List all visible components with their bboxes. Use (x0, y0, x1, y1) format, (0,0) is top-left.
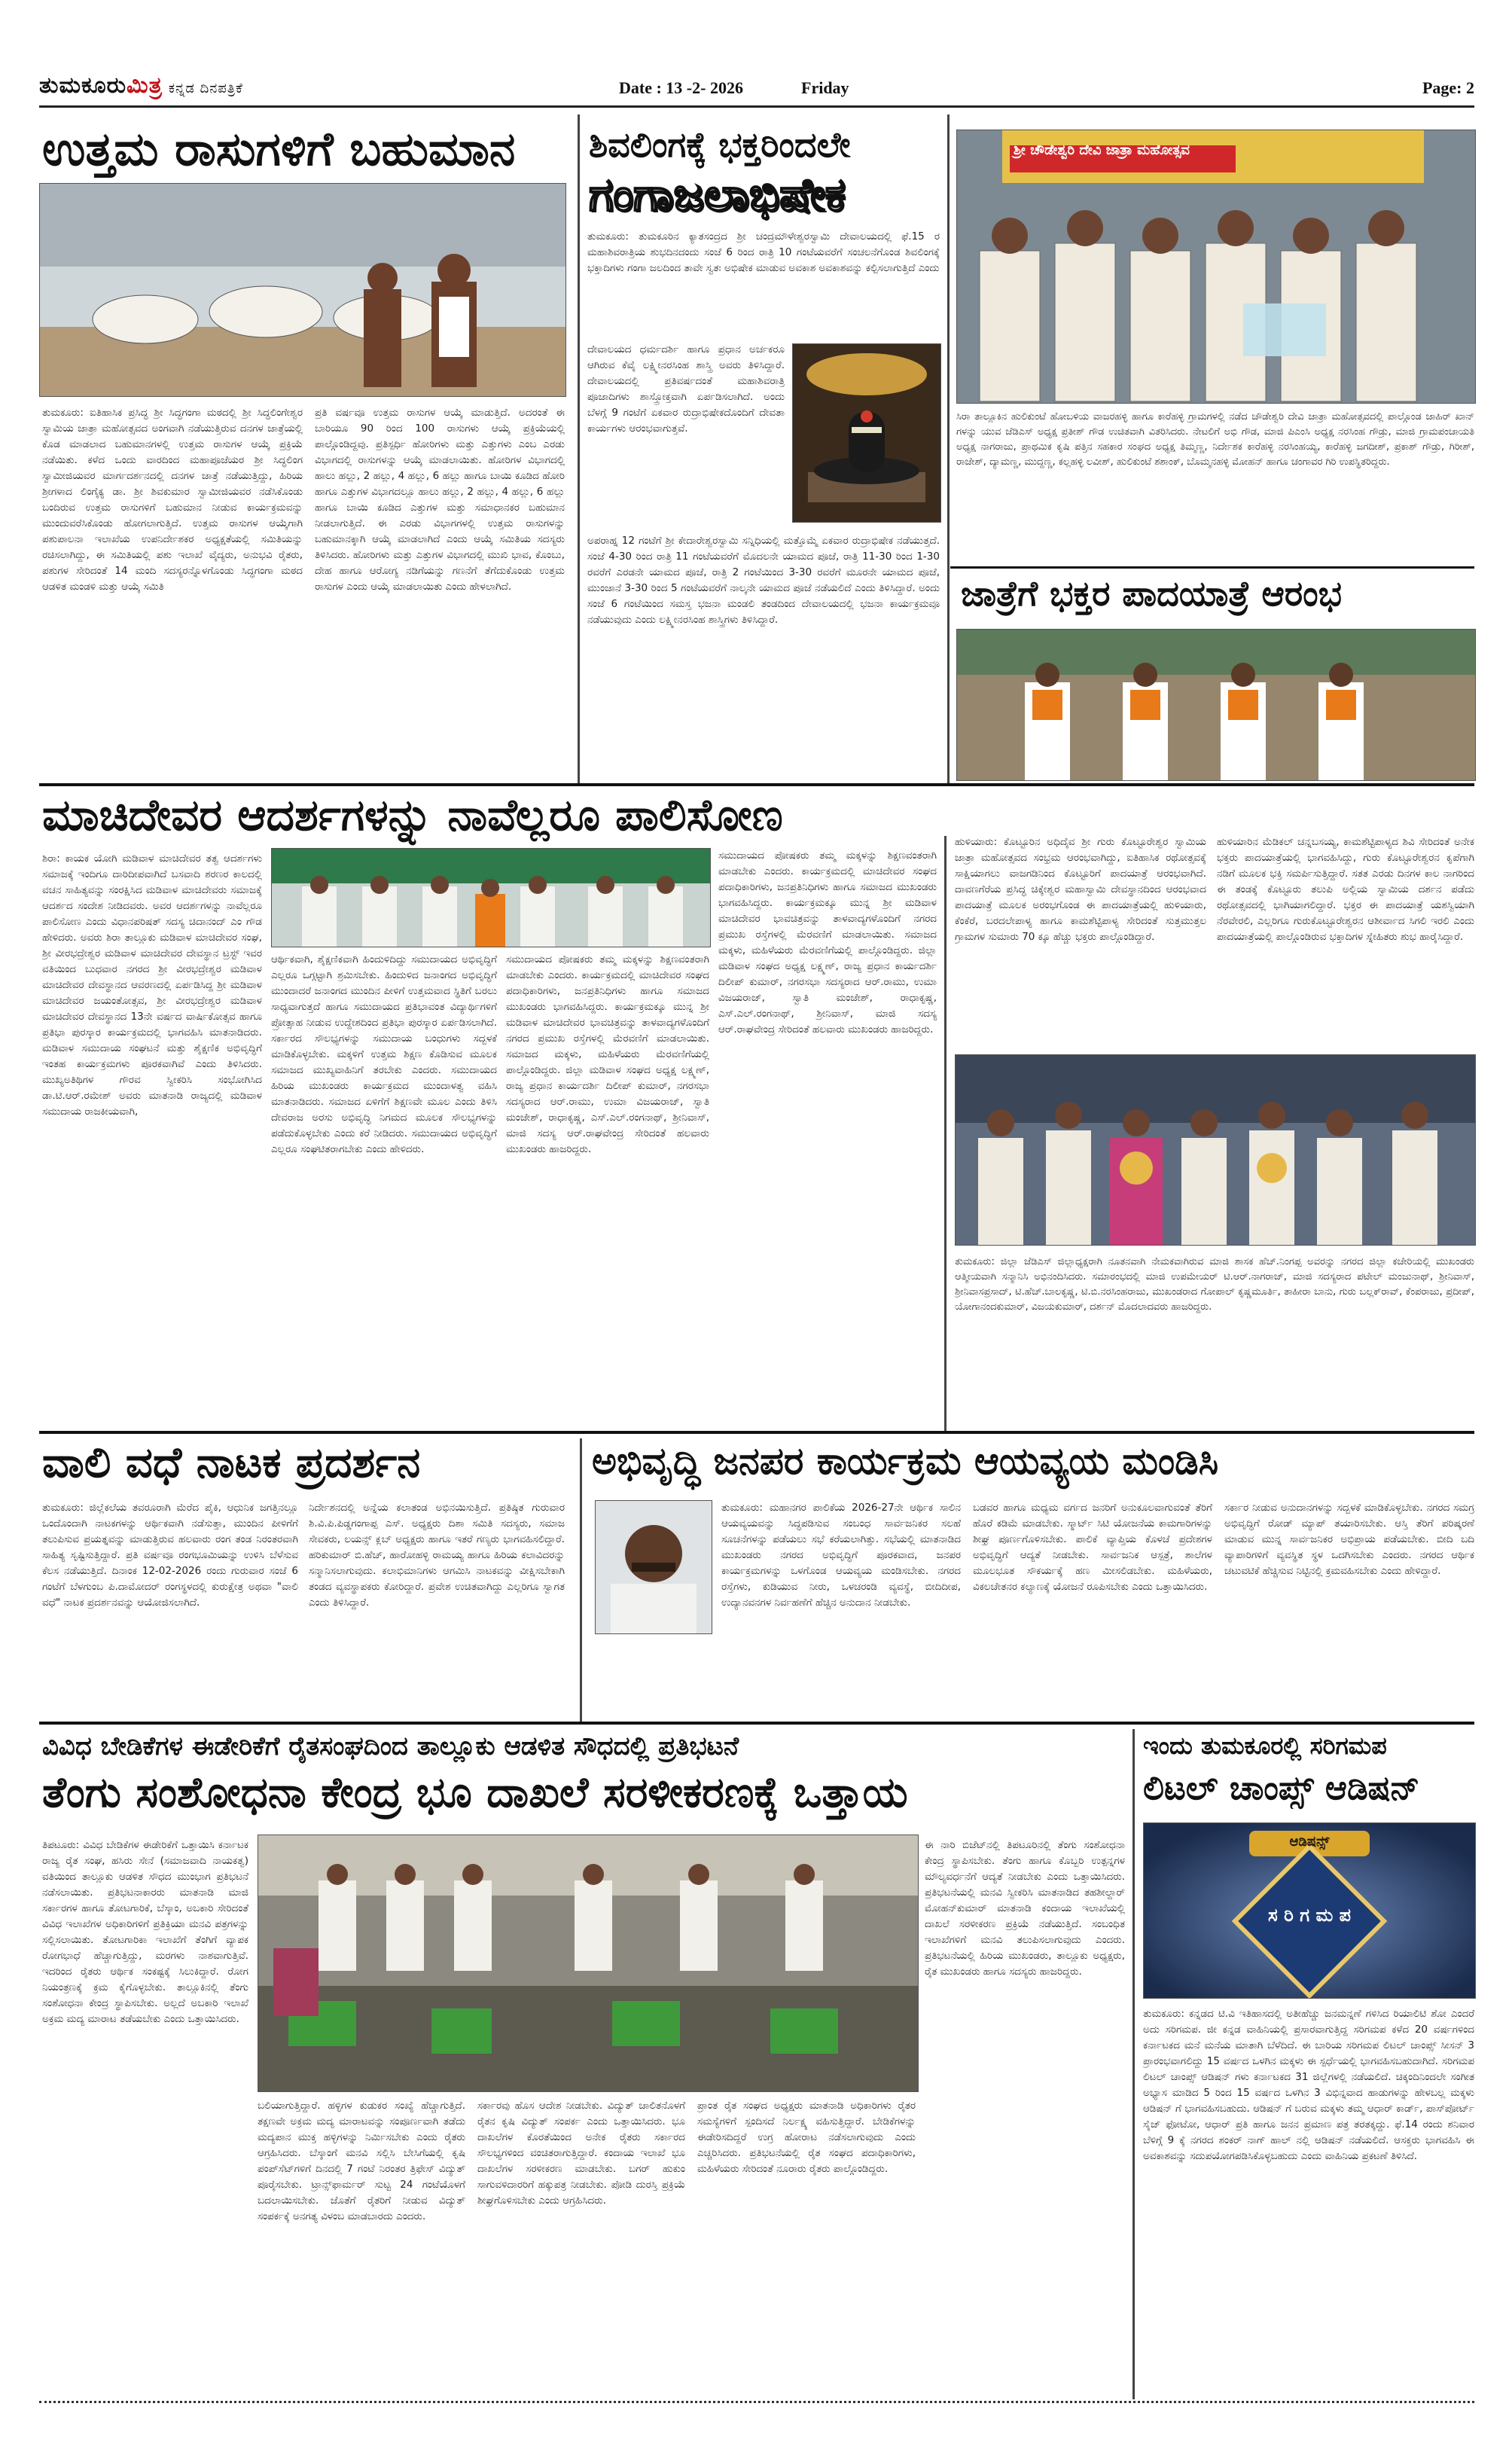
newspaper-logo (39, 72, 243, 99)
logo-subtitle: ಕನ್ನಡ ದಿನಪತ್ರಿಕೆ (168, 81, 243, 96)
masthead (39, 72, 1474, 104)
article-padayatre-col1: ಹುಳಿಯಾರು: ಕೊಟ್ಟೂರಿನ ಅಧಿದೈವ ಶ್ರೀ ಗುರು ಕೊಟ್ಟೂರೇಶ್ವರ ಸ್ವಾಮಿಯ ಜಾತ್ರಾ ಮಹೋತ್ಸವದ ಸಂಭ್ರಮ ಆರಂಭವಾಗಿದ್ದು, ಐತಿಹಾಸಿಕ ರಥೋತ್ಸವಕ್ಕೆ ಸಾಕ್ಷಿಯಾಗಲು ವಾಜಗಡಿನಿಂದ ಕೊಟ್ಟೂರಿಗೆ ಪಾದಯಾತ್ರೆ ಆರಂಭವಾಗಿದೆ. ದಾವಣಗೆರೆಯ ಪ್ರಸಿದ್ಧ ಚಿಕ್ಕೇಶ್ವರ ಮಹಾಸ್ವಾಮಿ ದೇವಸ್ಥಾನದಿಂದ ಆರಂಭವಾದ ಪಾದಯಾತ್ರೆ ಮೂಲಕ ಅರಂಭಗೊಂಡ ಈ ಪಾದಯಾತ್ರೆಯಲ್ಲಿ ಹುಳಿಯಾರು, ಕೆಂಕೆರೆ, ಬರದಲೇಪಾಳ್ಯ ಹಾಗೂ ಕಾಮಶೆಟ್ಟಿಪಾಳ್ಯ ಸೇರಿದಂತೆ ಸುತ್ತಮುತ್ತಲ ಗ್ರಾಮಗಳ ಸುಮಾರು 70 ಕ್ಕೂ ಹೆಚ್ಚು ಭಕ್ತರು ಪಾಲ್ಗೊಂಡಿದ್ದಾರೆ. (955, 836, 1206, 943)
article-coconut-col4: ಪ್ರಾಂತ ರೈತ ಸಂಘದ ಅಧ್ಯಕ್ಷರು ಮಾತನಾಡಿ ಅಧಿಕಾರಿಗಳು ರೈತರ ಸಮಸ್ಯೆಗಳಿಗೆ ಸ್ಪಂದಿಸದೆ ನಿರ್ಲಕ್ಷ್ಯ ವಹಿಸುತ್ತಿದ್ದಾರೆ. ಬೇಡಿಕೆಗಳನ್ನು ಈಡೇರಿಸದಿದ್ದರೆ ಉಗ್ರ ಹೋರಾಟ ನಡೆಸಲಾಗುವುದು ಎಂದು ಎಚ್ಚರಿಸಿದರು. ಪ್ರತಿಭಟನೆಯಲ್ಲಿ ರೈತ ಸಂಘದ ಪದಾಧಿಕಾರಿಗಳು, ಮಹಿಳೆಯರು ಸೇರಿದಂತೆ ನೂರಾರು ರೈತರು ಪಾಲ್ಗೊಂಡಿದ್ದರು. (697, 2100, 916, 2175)
issue-date: Date : 13 -2- 2026 (619, 78, 743, 97)
article-vali-col2: ನಿರ್ದೇಶನದಲ್ಲಿ ಅನ್ನೆಯ ಕಲಾತಂಡ ಅಭಿನಯಿಸುತ್ತಿದೆ. ಪ್ರತಿಷ್ಠಿತ ಗುರುವಾರ ಶಿ.ವಿ.ಪಿ.ಪಿಡ್ಡಗಂಗಾಪ್ಪ ಎಸ್. ಅಧ್ಯಕ್ಷರು ದಿಶಾ ಸಮಿತಿ ಸದಸ್ಯರು, ಸಮಾಜ ಸೇವಕರು, ಲಯನ್ಸ್ ಕ್ಲಬ್ ಅಧ್ಯಕ್ಷರು ಹಾಗೂ ಇತರೆ ಗಣ್ಯರು ಭಾಗವಹಿಸಲಿದ್ದಾರೆ. ಹರಿಕುಮಾರ್ ಬಿ.ಹೆಚ್, ಹಾರೋಹಳ್ಳಿ ರಾಮಯ್ಯ ಹಾಗೂ ಹಿರಿಯ ಕಲಾವಿದರನ್ನು ಸನ್ಮಾನಿಸಲಾಗುವುದು. ಕಲಾಭಿಮಾನಿಗಳು ಆಗಮಿಸಿ ನಾಟಕವನ್ನು ವೀಕ್ಷಿಸಬೇಕಾಗಿ ತಂಡದ ವ್ಯವಸ್ಥಾಪಕರು ಕೋರಿದ್ದಾರೆ. ಪ್ರವೇಶ ಉಚಿತವಾಗಿದ್ದು ಎಲ್ಲರಿಗೂ ಸ್ವಾಗತ ಎಂದು ತಿಳಿಸಿದ್ದಾರೆ. (309, 1502, 565, 1609)
column-divider (578, 114, 580, 783)
headline-sarigamapa-line2: ಲಿಟಲ್ ಚಾಂಪ್ಸ್ ಆಡಿಷನ್ (1143, 1769, 1420, 1807)
headline-machideva: ಮಾಚಿದೇವರ ಆದರ್ಶಗಳನ್ನು ನಾವೆಲ್ಲರೂ ಪಾಲಿಸೋಣ (42, 789, 783, 840)
article-shivalinga-colB: ಅಪರಾಹ್ನ 12 ಗಂಟೆಗೆ ಶ್ರೀ ಕೇದಾರೇಶ್ವರಸ್ವಾಮಿ ಸನ್ನಿಧಿಯಲ್ಲಿ ಮತ್ತೊಮ್ಮೆ ಏಕವಾರ ರುದ್ರಾಭಿಷೇಕ ನಡೆಯುತ್ತದೆ. ಸಂಜೆ 4-30 ರಿಂದ ರಾತ್ರಿ 11 ಗಂಟೆಯವರೆಗೆ ಮೊದಲನೇ ಯಾಮದ ಪೂಜೆ, ರಾತ್ರಿ 11-30 ರಿಂದ 1-30 ರವರೆಗೆ ಎರಡನೇ ಯಾಮದ ಪೂಜೆ, ರಾತ್ರಿ 2 ಗಂಟೆಯಿಂದ 3-30 ರವರೆಗೆ ಮೂರನೇ ಯಾಮದ ಪೂಜೆ, ಮುಂಜಾನೆ 3-30 ರಿಂದ 5 ಗಂಟೆಯವರೆಗೆ ನಾಲ್ಕನೇ ಯಾಮದ ಪೂಜೆ ನಡೆಯಲಿದೆ ಎಂದು ತಿಳಿಸಿದ್ದಾರೆ. ಅಂದು ಸಂಜೆ 6 ಗಂಟೆಯಿಂದ ಸಮಸ್ತ ಭಜನಾ ಮಂಡಲಿ ತಂಡದಿಂದ ದೇವಾಲಯದಲ್ಲಿ ಭಜನಾ ಕಾರ್ಯಕ್ರಮವೂ ನಡೆಯುವುದು ಎಂದು ಲಕ್ಷ್ಮೀನರಸಿಂಹ ಶಾಸ್ತ್ರಿಗಳು ತಿಳಿಸಿದ್ದಾರೆ. (587, 535, 940, 626)
headline-cattle-prizes: ಉತ್ತಮ ರಾಸುಗಳಿಗೆ ಬಹುಮಾನ (42, 121, 516, 176)
poster-sarigamapa (1143, 1822, 1476, 1999)
photo-cattle-fair (39, 183, 566, 397)
photo-banner-text: ಶ್ರೀ ಚೌಡೇಶ್ವರಿ ದೇವಿ ಜಾತ್ರಾ ಮಹೋತ್ಸವ (1014, 142, 1190, 158)
article-padayatre-col2: ಹುಳಿಯಾರಿನ ಮೆಡಿಕಲ್ ಚನ್ನಬಸಯ್ಯ, ಕಾಮಶೆಟ್ಟಿಪಾಳ್ಯದ ಶಿವಿ ಸೇರಿದಂತೆ ಅನೇಕ ಭಕ್ತರು ಪಾದಯಾತ್ರೆಯಲ್ಲಿ ಭಾಗವಹಿಸಿದ್ದು, ಗುರು ಕೊಟ್ಟೂರೇಶ್ವರನ ಕೃಪೆಗಾಗಿ ನಡಿಗೆ ಮೂಲಕ ಭಕ್ತಿ ಸಮರ್ಪಿಸುತ್ತಿದ್ದಾರೆ. ಸತತ ಎರಡು ದಿನಗಳ ಕಾಲ ನಾಗರಿಂದ ಈ ತಂಡಕ್ಕೆ ಕೊಟ್ಟೂರು ತಲುಪಿ ಅಲ್ಲಿಯ ಸ್ವಾಮಿಯ ದರ್ಶನ ಪಡೆದು ರಥೋತ್ಸವದಲ್ಲಿ ಭಾಗಿಯಾಗಲಿದ್ದಾರೆ. ಭಕ್ತರ ಈ ಪಾದಯಾತ್ರೆ ಯಶಸ್ವಿಯಾಗಿ ನೆರವೇರಲಿ, ಎಲ್ಲರಿಗೂ ಗುರುಕೊಟ್ಟೂರೇಶ್ವರನ ಆಶೀರ್ವಾದ ಸಿಗಲಿ ಇರಲಿ ಎಂದು ಪಾದಯಾತ್ರೆಯಲ್ಲಿ ಪಾಲ್ಗೊಂಡಿರುವ ಭಕ್ತಾದಿಗಳ ಸ್ನೇಹಿತರು ಶುಭ ಹಾರೈಸಿದ್ದಾರೆ. (1217, 836, 1474, 943)
column-divider (947, 114, 950, 783)
footer-rule (39, 2401, 1474, 2403)
headline-padayatre: ಜಾತ್ರೆಗೆ ಭಕ್ತರ ಪಾದಯಾತ್ರೆ ಆರಂಭ (961, 573, 1343, 614)
article-coconut-col1: ತಿಪಟೂರು: ವಿವಿಧ ಬೇಡಿಕೆಗಳ ಈಡೇರಿಕೆಗೆ ಒತ್ತಾಯಿಸಿ ಕರ್ನಾಟಕ ರಾಜ್ಯ ರೈತ ಸಂಘ, ಹಸಿರು ಸೇನೆ (ಸಮಾಜವಾದಿ ನಾಯಕತ್ವ) ವತಿಯಿಂದ ತಾಲ್ಲೂಕು ಆಡಳಿತ ಸೌಧದ ಮುಂಭಾಗ ಪ್ರತಿಭಟನೆ ನಡೆಸಲಾಯಿತು. ಪ್ರತಿಭಟನಾಕಾರರು ಮಾತನಾಡಿ ಮಾಜಿ ಸರ್ಕಾರಗಳ ಹಾಗೂ ತೋಟಗಾರಿಕೆ, ಬೆಸ್ಕಾಂ, ಅಬಕಾರಿ ಸೇರಿದಂತೆ ವಿವಿಧ ಇಲಾಖೆಗಳ ಅಧಿಕಾರಿಗಳಿಗೆ ಪ್ರತಿಕ್ರಿಯಾ ಮನವಿ ಪತ್ರಗಳನ್ನು ಸಲ್ಲಿಸಲಾಯಿತು. ತೋಟಗಾರಿಕಾ ಇಲಾಖೆಗೆ ತೆಂಗಿಗೆ ವ್ಯಾಪಕ ರೋಗಭಾಧೆ ಹೆಚ್ಚಾಗುತ್ತಿದ್ದು, ಮರಗಳು ನಾಶವಾಗುತ್ತಿವೆ. ಇದರಿಂದ ರೈತರು ಆರ್ಥಿಕ ಸಂಕಷ್ಟಕ್ಕೆ ಸಿಲುಕಿದ್ದಾರೆ. ರೋಗ ನಿಯಂತ್ರಣಕ್ಕೆ ಕ್ರಮ ಕೈಗೊಳ್ಳಬೇಕು. ತಾಲ್ಲೂಕಿನಲ್ಲಿ ತೆಂಗು ಸಂಶೋಧನಾ ಕೇಂದ್ರ ಸ್ಥಾಪಿಸಬೇಕು. ಅಲ್ಲದೆ ಅಬಕಾರಿ ಇಲಾಖೆ ಅಕ್ರಮ ಮದ್ಯ ಮಾರಾಟ ತಡೆಯಬೇಕು ಎಂದು ಒತ್ತಾಯಿಸಿದರು. (42, 1839, 248, 2025)
column-divider (944, 836, 947, 1431)
logo-text-b: ಮಿತ್ರ (127, 72, 163, 99)
kicker-coconut-protest: ವಿವಿಧ ಬೇಡಿಕೆಗಳ ಈಡೇರಿಕೆಗೆ ರೈತಸಂಘದಿಂದ ತಾಲ್ಲೂಕು ಆಡಳಿತ ಸೌಧದಲ್ಲಿ ಪ್ರತಿಭಟನೆ (42, 1731, 739, 1761)
article-cattle-col2: ಪ್ರತಿ ವರ್ಷವೂ ಉತ್ತಮ ರಾಸುಗಳ ಆಯ್ಕೆ ಮಾಡುತ್ತಿದೆ. ಅದರಂತೆ ಈ ಬಾರಿಯೂ 90 ರಿಂದ 100 ರಾಸುಗಳು ಆಯ್ಕೆ ಪ್ರಕ್ರಿಯೆಯಲ್ಲಿ ಪಾಲ್ಗೊಂಡಿದ್ದವು. ಪ್ರತಿಸ್ಪರ್ಧಿ ಹೋರಿಗಳು ಮತ್ತು ಎತ್ತುಗಳು ಎಂಬ ಎರಡು ವಿಭಾಗದಲ್ಲಿ ರಾಸುಗಳನ್ನು ಆಯ್ಕೆ ಮಾಡಲಾಯಿತು. ಹೋರಿಗಳ ವಿಭಾಗದಲ್ಲಿ ಹಾಲು ಹಲ್ಲು, 2 ಹಲ್ಲು, 4 ಹಲ್ಲು, 6 ಹಲ್ಲು ಹಾಗೂ ಬಾಯಿ ಕೂಡಿದ ಹೋರಿ ಹಾಗೂ ಎತ್ತುಗಳ ವಿಭಾಗದಲ್ಲೂ ಹಾಲು ಹಲ್ಲು, 2 ಹಲ್ಲು, 4 ಹಲ್ಲು, 6 ಹಲ್ಲು ಹಾಗೂ ಬಾಯಿ ಕೂಡಿದ ಎತ್ತುಗಳ ಮತ್ತು ಸಮಾಧಾನಕರ ಬಹುಮಾನ ನೀಡಲಾಗುತ್ತಿದೆ. ಈ ಎರಡು ವಿಭಾಗಗಳಲ್ಲಿ ಉತ್ತಮ ರಾಸುಗಳನ್ನು ಬಹುಮಾನಕ್ಕಾಗಿ ಆಯ್ಕೆ ಮಾಡಲಾಗಿದೆ ಎಂದು ಆಯ್ಕೆ ಸಮಿತಿಯ ಸದಸ್ಯರು ತಿಳಿಸಿದರು. ಹೋರಿಗಳು ಮತ್ತು ಎತ್ತುಗಳ ವಿಭಾಗದಲ್ಲಿ ಮುಖಿ ಭಾವ, ಕೊಂಬು, ದೇಹ ಹಾಗೂ ಆರೋಗ್ಯ ನಡಿಗೆಯನ್ನು ಗಣನೆಗೆ ತೆಗೆದುಕೊಂಡು ಉತ್ತಮ ರಾಸುಗಳ ಎಂದು ಆಯ್ಕೆ ಮಾಡಲಾಯಿತು ಎಂದು ಹೇಳಲಾಗಿದೆ. (315, 407, 565, 593)
logo-text-a: ತುಮಕೂರು (39, 72, 127, 99)
article-budget-col3: ಸರ್ಕಾರ ನೀಡುವ ಅನುದಾನಗಳನ್ನು ಸದ್ಬಳಕೆ ಮಾಡಿಕೊಳ್ಳಬೇಕು. ನಗರದ ಸಮಗ್ರ ಅಭಿವೃದ್ಧಿಗೆ ರೋಡ್ ಮ್ಯಾಪ್ ತಯಾರಿಸಬೇಕು. ಆಸ್ತಿ ತೆರಿಗೆ ಪರಿಷ್ಕರಣೆ ಮಾಡುವ ಮುನ್ನ ಸಾರ್ವಜನಿಕರ ಅಭಿಪ್ರಾಯ ಪಡೆಯಬೇಕು. ಬೀದಿ ಬದಿ ವ್ಯಾಪಾರಿಗಳಿಗೆ ವ್ಯವಸ್ಥಿತ ಸ್ಥಳ ಒದಗಿಸಬೇಕು ಎಂದರು. ನಗರದ ಆರ್ಥಿಕ ಚಟುವಟಿಕೆ ಹೆಚ್ಚಿಸುವ ನಿಟ್ಟಿನಲ್ಲಿ ಕ್ರಮವಹಿಸಬೇಕು ಎಂದು ಹೇಳಿದ್ದಾರೆ. (1224, 1502, 1474, 1577)
column-divider (580, 1438, 582, 1722)
article-machideva-col2: ಆರ್ಥಿಕವಾಗಿ, ಶೈಕ್ಷಣಿಕವಾಗಿ ಹಿಂದುಳಿದಿದ್ದು ಸಮುದಾಯದ ಅಭಿವೃದ್ಧಿಗೆ ಎಲ್ಲರೂ ಒಗ್ಗಟ್ಟಾಗಿ ಶ್ರಮಿಸಬೇಕು. ಹಿಂದುಳಿದ ಜನಾಂಗದ ಅಭಿವೃದ್ಧಿಗೆ ಮುಂದಾದರೆ ಜನಾಂಗದ ಮುಂದಿನ ಪೀಳಿಗೆ ಉತ್ತಮವಾದ ಸ್ಥಿತಿಗೆ ಬರಲು ಸಾಧ್ಯವಾಗುತ್ತದೆ ಹಾಗೂ ಸಮುದಾಯದ ಪ್ರತಿಭಾವಂತ ವಿದ್ಯಾರ್ಥಿಗಳಿಗೆ ಪ್ರೋತ್ಸಾಹ ನೀಡುವ ಉದ್ದೇಶದಿಂದ ಪ್ರತಿಭಾ ಪುರಸ್ಕಾರ ಏರ್ಪಡಿಸಲಾಗಿದೆ. ಸರ್ಕಾರದ ಸೌಲಭ್ಯಗಳನ್ನು ಸಮುದಾಯ ಬಂಧುಗಳು ಸದ್ಬಳಕೆ ಮಾಡಿಕೊಳ್ಳಬೇಕು. ಮಕ್ಕಳಿಗೆ ಉತ್ತಮ ಶಿಕ್ಷಣ ಕೊಡಿಸುವ ಮೂಲಕ ಸಮಾಜದ ಮುಖ್ಯವಾಹಿನಿಗೆ ತರಬೇಕು ಎಂದರು. ಸಮುದಾಯದ ಹಿರಿಯ ಮುಖಂಡರು ಕಾರ್ಯಕ್ರಮದ ಮುಂದಾಳತ್ವ ವಹಿಸಿ ಮಾತನಾಡಿದರು. ಸಮಾಜದ ಏಳಿಗೆಗೆ ಶಿಕ್ಷಣವೇ ಮೂಲ ಎಂದು ತಿಳಿಸಿ ದೇವರಾಜ ಅರಸು ಅಭಿವೃದ್ಧಿ ನಿಗಮದ ಮೂಲಕ ಸೌಲಭ್ಯಗಳನ್ನು ಪಡೆದುಕೊಳ್ಳಬೇಕು ಎಂದು ಕರೆ ನೀಡಿದರು. ಸಮುದಾಯದ ಅಭಿವೃದ್ಧಿಗೆ ಎಲ್ಲರೂ ಸಂಘಟಿತರಾಗಬೇಕು ಎಂದು ಹೇಳಿದರು. (271, 953, 497, 1155)
poster-title: ಸ ರಿ ಗ ಮ ಪ (1267, 1905, 1352, 1926)
issue-day: Friday (801, 78, 849, 97)
caption-jds-felicitation: ತುಮಕೂರು: ಜಿಲ್ಲಾ ಜೆಡಿಎಸ್ ಜಿಲ್ಲಾಧ್ಯಕ್ಷರಾಗಿ ನೂತನವಾಗಿ ನೇಮಕವಾಗಿರುವ ಮಾಜಿ ಶಾಸಕ ಹೆಚ್.ನಿಂಗಪ್ಪ ಅವರನ್ನು ನಗರದ ಜಿಲ್ಲಾ ಕಚೇರಿಯಲ್ಲಿ ಮುಖಂಡರು ಆತ್ಮೀಯವಾಗಿ ಸನ್ಮಾನಿಸಿ ಅಭಿನಂದಿಸಿದರು. ಸಮಾರಂಭದಲ್ಲಿ ಮಾಜಿ ಉಪಮೇಯರ್ ಟಿ.ಆರ್.ನಾಗರಾಜ್, ಮಾಜಿ ಸದಸ್ಯರಾದ ಪಟೇಲ್ ಮಂಜುನಾಥ್, ಶ್ರೀನಿವಾಸ್, ಶ್ರೀನಿವಾಸಪ್ರಸಾದ್, ಟಿ.ಹೆಚ್.ಬಾಲಕೃಷ್ಣ, ಟಿ.ಬಿ.ನರಸಿಂಹರಾಜು, ಮುಖಂಡರಾದ ಗೋಪಾಲ್ ಕೃಷ್ಣಮೂರ್ತಿ, ತಾಹೀರಾ ಬಾನು, ಗುರು ಬಲ್ಲಕ್‌ರಾವ್, ಕೆಂಪರಾಜು, ಪ್ರದೀಪ್, ಯೋಗಾನಂದಕುಮಾರ್, ವಿಜಯಕುಮಾರ್, ದರ್ಶನ್ ಮೊದಲಾದವರು ಹಾಜರಿದ್ದರು. (955, 1256, 1474, 1313)
photo-machideva-event (271, 848, 711, 947)
photo-padayatre (956, 629, 1476, 781)
masthead-rule (39, 105, 1474, 108)
section-rule (950, 566, 1474, 569)
article-coconut-col5: ಈ ನಾರಿ ಬಿಜೆಟ್‌ನಲ್ಲಿ ತಿಪಟೂರಿನಲ್ಲಿ ತೆಂಗು ಸಂಶೋಧನಾ ಕೇಂದ್ರ ಸ್ಥಾಪಿಸಬೇಕು. ತೆಂಗು ಹಾಗೂ ಕೊಬ್ಬರಿ ಉತ್ಪನ್ನಗಳ ಮೌಲ್ಯವರ್ಧನೆಗೆ ಆದ್ಯತೆ ನೀಡಬೇಕು ಎಂದು ಒತ್ತಾಯಿಸಿದರು. ಪ್ರತಿಭಟನೆಯಲ್ಲಿ ಮನವಿ ಸ್ವೀಕರಿಸಿ ಮಾತನಾಡಿದ ತಹಶೀಲ್ದಾರ್ ಮೋಹನ್‌ಕುಮಾರ್ ಮಾತನಾಡಿ ಕಂದಾಯ ಇಲಾಖೆಯಲ್ಲಿ ದಾಖಲೆ ಸರಳೀಕರಣ ಪ್ರಕ್ರಿಯೆ ನಡೆಯುತ್ತಿದೆ. ಸಂಬಂಧಿತ ಇಲಾಖೆಗಳಿಗೆ ಮನವಿ ತಲುಪಿಸಲಾಗುವುದು ಎಂದರು. ಪ್ರತಿಭಟನೆಯಲ್ಲಿ ಹಿರಿಯ ಮುಖಂಡರು, ತಾಲ್ಲೂಕು ಅಧ್ಯಕ್ಷರು, ರೈತ ಮುಖಂಡರು ಹಾಗೂ ಸದಸ್ಯರು ಹಾಜರಿದ್ದರು. (925, 1839, 1125, 1978)
photo-budget-portrait (595, 1500, 712, 1634)
caption-jatre-event: ಸಿರಾ ತಾಲ್ಲೂಕಿನ ಹುಲಿಕುಂಟೆ ಹೋಬಳಿಯ ವಾಜರಹಳ್ಳಿ ಹಾಗೂ ಕಾರೆಹಳ್ಳಿ ಗ್ರಾಮಗಳಲ್ಲಿ ನಡೆದ ಚೌಡೇಶ್ವರಿ ದೇವಿ ಜಾತ್ರಾ ಮಹೋತ್ಸವದಲ್ಲಿ ಪಾಲ್ಗೊಂಡ ಜಾಹಿರ್ ಖಾನ್ ಗಳನ್ನು ಯುವ ಜೆಡಿಎಸ್ ಅಧ್ಯಕ್ಷ ಪ್ರತೀಶ್ ಗೌಡ ಉಚಿತವಾಗಿ ವಿತರಿಸಿದರು. ನೇಟಲಿಗೆ ಅಭಿ ಗೌಡ, ಮಾಜಿ ಪಿಎಂಸಿ ಅಧ್ಯಕ್ಷ ನರಸಿಂಹ ಗೌಡ್ರು, ಮಾಜಿ ಗ್ರಾಮಪಂಚಾಯತಿ ಅಧ್ಯಕ್ಷ ನಾಗರಾಜು, ಪ್ರಾಥಮಿಕ ಕೃಷಿ ಪತ್ತಿನ ಸಹಕಾರ ಸಂಘದ ಅಧ್ಯಕ್ಷ ತಿಮ್ಮಣ್ಣ, ನಿರ್ದೇಶಕ ಕಾರೆಹಳ್ಳಿ ನರಸಿಂಹಯ್ಯ, ಕಾರೆಹಳ್ಳಿ ಜಗದೀಶ್, ಪ್ರಕಾಶ್ ಗೌಡ್ರು, ಗಿರೀಶ್, ರಾಜೇಶ್, ದ್ಯಾಮಣ್ಣ, ಮುದ್ದಣ್ಣ, ಕಲ್ಲಹಳ್ಳಿ ಲವೀಶ್, ಹುಲಿಕುಂಟೆ ಶಶಾಂಕ್, ಬೊಮ್ಮನಹಳ್ಳಿ ಮೋಹನ್ ಹಾಗೂ ಚಂಗಾವರ ಗಿರಿ ಉಪಸ್ಥಿತರಿದ್ದರು. (956, 411, 1474, 468)
headline-sarigamapa-line1: ಇಂದು ತುಮಕೂರಲ್ಲಿ ಸರಿಗಮಪ (1143, 1731, 1387, 1760)
headline-vali-vadhe: ವಾಲಿ ವಧೆ ನಾಟಕ ಪ್ರದರ್ಶನ (42, 1438, 421, 1487)
article-shivalinga-colA: ದೇವಾಲಯದ ಧರ್ಮದರ್ಶಿ ಹಾಗೂ ಪ್ರಧಾನ ಅರ್ಚಕರೂ ಆಗಿರುವ ಕೆವೈ ಲಕ್ಷ್ಮೀನರಸಿಂಹ ಶಾಸ್ತ್ರಿ ಅವರು ತಿಳಿಸಿದ್ದಾರೆ. ದೇವಾಲಯದಲ್ಲಿ ಪ್ರತಿವರ್ಷದಂತೆ ಮಹಾಶಿವರಾತ್ರಿ ಪೂಜಾದಿಗಳು ಶಾಸ್ತ್ರೋಕ್ತವಾಗಿ ಏರ್ಪಡಿಸಲಾಗಿದೆ. ಅಂದು ಬೆಳಗ್ಗೆ 9 ಗಂಟೆಗೆ ಏಕವಾರ ರುದ್ರಾಭಿಷೇಕದೊಂದಿಗೆ ದೇವತಾ ಕಾರ್ಯಗಳು ಆರಂಭವಾಗುತ್ತವೆ. (587, 343, 785, 435)
article-machideva-col3a: ಸಮುದಾಯದ ಪೋಷಕರು ತಮ್ಮ ಮಕ್ಕಳನ್ನು ಶಿಕ್ಷಣವಂತರಾಗಿ ಮಾಡಬೇಕು ಎಂದರು. ಕಾರ್ಯಕ್ರಮದಲ್ಲಿ ಮಾಚಿದೇವರ ಸಂಘದ ಪದಾಧಿಕಾರಿಗಳು, ಜನಪ್ರತಿನಿಧಿಗಳು ಹಾಗೂ ಸಮಾಜದ ಮುಖಂಡರು ಭಾಗವಹಿಸಿದ್ದರು. ಕಾರ್ಯಕ್ರಮಕ್ಕೂ ಮುನ್ನ ಶ್ರೀ ಮಡಿವಾಳ ಮಾಚಿದೇವರ ಭಾವಚಿತ್ರವನ್ನು ತಾಳವಾದ್ಯಗಳೊಂದಿಗೆ ನಗರದ ಪ್ರಮುಖ ರಸ್ತೆಗಳಲ್ಲಿ ಮೆರವಣಿಗೆ ಮಾಡಲಾಯಿತು. ಸಮಾಜದ ಮಕ್ಕಳು, ಮಹಿಳೆಯರು ಮೆರವಣಿಗೆಯಲ್ಲಿ ಪಾಲ್ಗೊಂಡಿದ್ದರು. ಜಿಲ್ಲಾ ಮಡಿವಾಳ ಸಂಘದ ಅಧ್ಯಕ್ಷ ಲಕ್ಷ್ಮಣ್, ರಾಜ್ಯ ಪ್ರಧಾನ ಕಾರ್ಯದರ್ಶಿ ದಿಲೀಪ್ ಕುಮಾರ್, ನಗರಸಭಾ ಸದಸ್ಯರಾದ ಆರ್.ರಾಮು, ಉಮಾ ವಿಜಯರಾಜ್, ಸ್ವಾತಿ ಮಂಜೇಶ್, ರಾಧಾಕೃಷ್ಣ, ಎಸ್.ಎಲ್.ರಂಗನಾಥ್, ಶ್ರೀನಿವಾಸ್, ಮಾಜಿ ಸದಸ್ಯ ಆರ್.ರಾಘವೇಂದ್ರ ಸೇರಿದಂತೆ ಹಲವಾರು ಮುಖಂಡರು ಹಾಜರಿದ್ದರು. (506, 953, 709, 1155)
headline-budget: ಅಭಿವೃದ್ಧಿ ಜನಪರ ಕಾರ್ಯಕ್ರಮ ಆಯವ್ಯಯ ಮಂಡಿಸಿ (592, 1439, 1219, 1483)
photo-shivalinga (792, 343, 941, 523)
section-rule (39, 1431, 1474, 1434)
column-divider (1132, 1729, 1135, 2399)
article-vali-col1: ತುಮಕೂರು: ಜಿಲ್ಲೆಕಲೆಯ ತವರೂರಾಗಿ ಮೆರೆದ ಪೈಕಿ, ಆಧುನಿಕ ಜಗತ್ತಿನಲ್ಲೂ ಒಂದೊಂದಾಗಿ ನಾಟಕಗಳನ್ನು ಆರ್ಥಿಕವಾಗಿ ನಡೆಸುತ್ತಾ, ಮುಂದಿನ ಪೀಳಿಗೆಗೆ ತಲುಪಿಸುವ ಪ್ರಯತ್ನವನ್ನು ಮಾಡುತ್ತಿರುವ ಹಲವಾರು ರಂಗ ತಂಡ ನಿರಂತರವಾಗಿ ಸಾಹಿತ್ಯ ಸೃಷ್ಟಿಸುತ್ತಿದ್ದಾರೆ. ಪ್ರತಿ ವರ್ಷವೂ ರಂಗಭೂಮಿಯನ್ನು ಉಳಿಸಿ ಬೆಳೆಸುವ ಕೆಲಸ ನಡೆಯುತ್ತಿದೆ. ದಿನಾಂಕ 12-02-2026 ರಂದು ಗುರುವಾರ ಸಂಜೆ 6 ಗಂಟೆಗೆ ಬೆಳಗುಂಬ ಪಿ.ದಾಮೋದರ್ ರಂಗಸ್ಥಳದಲ್ಲಿ ಕುರುಕ್ಷೇತ್ರ ಅಥವಾ "ವಾಲಿ ವಧೆ" ನಾಟಕ ಪ್ರದರ್ಶನವನ್ನು ಆಯೋಜಿಸಲಾಗಿದೆ. (42, 1502, 298, 1609)
poster-tag: ಆಡಿಷನ್ಸ್ (1289, 1834, 1330, 1850)
article-cattle-col1: ತುಮಕೂರು: ಐತಿಹಾಸಿಕ ಪ್ರಸಿದ್ಧ ಶ್ರೀ ಸಿದ್ಧಗಂಗಾ ಮಠದಲ್ಲಿ ಶ್ರೀ ಸಿದ್ಧಲಿಂಗೇಶ್ವರ ಸ್ವಾಮಿಯ ಜಾತ್ರಾ ಮಹೋತ್ಸವದ ಅಂಗವಾಗಿ ನಡೆಯುತ್ತಿರುವ ದನಗಳ ಜಾತ್ರೆಯಲ್ಲಿ ಕೊಡ ಮಾಡಲಾದ ಬಹುಮಾನಗಳಲ್ಲಿ ಉತ್ತಮ ರಾಸುಗಳ ಆಯ್ಕೆ ಪ್ರಕ್ರಿಯೆ ನಡೆಯಿತು. ಕಳೆದ ಒಂದು ವಾರದಿಂದ ಮಹಾಪೂಜೆಯರ ಶ್ರೀ ಸಿದ್ಧಲಿಂಗ ಸ್ವಾಮೀಜಿಯವರ ಮಾರ್ಗದರ್ಶನದಲ್ಲಿ ದನಗಳ ಜಾತ್ರೆ ನಡೆಯುತ್ತಿದ್ದು, ಹಿರಿಯ ಶ್ರೀಗಳಾದ ಲಿಂಗೈಕ್ಯ ಡಾ. ಶ್ರೀ ಶಿವಕುಮಾರ ಸ್ವಾಮೀಜಿಯವರ ನಡೆಸಿಕೊಂಡು ಬಂದಿರುವ ಉತ್ತಮ ರಾಸುಗಳಿಗೆ ಬಹುಮಾನ ನೀಡುವ ಕಾರ್ಯಕ್ರಮವನ್ನು ಮುಂದುವರೆಸಿಕೊಂಡು ಹೋಗಲಾಗುತ್ತಿದೆ. ಉತ್ತಮ ರಾಸುಗಳ ಆಯ್ಕೆಗಾಗಿ ಪಶುಪಾಲನಾ ಇಲಾಖೆಯ ಉಪನಿರ್ದೇಶಕರ ಅಧ್ಯಕ್ಷತೆಯಲ್ಲಿ ಸಮಿತಿಯನ್ನು ರಚಿಸಲಾಗಿದ್ದು, ಈ ಸಮಿತಿಯಲ್ಲಿ ಪಶು ಇಲಾಖೆ ವೈದ್ಯರು, ಅನುಭವಿ ರೈತರು, ಪಶುಗಳ ಸೇರಿದಂತೆ 14 ಮಂದಿ ಸದಸ್ಯರನ್ನೊಳಗೊಂಡು ಸಿದ್ಧಗಂಗಾ ಮಠದ ಆಡಳಿತ ಮಂಡಳಿ ಮತ್ತು ಆಯ್ಕೆ ಸಮಿತಿ (42, 407, 303, 593)
photo-jds-felicitation (955, 1054, 1476, 1246)
article-machideva-col3: ಸಮುದಾಯದ ಪೋಷಕರು ತಮ್ಮ ಮಕ್ಕಳನ್ನು ಶಿಕ್ಷಣವಂತರಾಗಿ ಮಾಡಬೇಕು ಎಂದರು. ಕಾರ್ಯಕ್ರಮದಲ್ಲಿ ಮಾಚಿದೇವರ ಸಂಘದ ಪದಾಧಿಕಾರಿಗಳು, ಜನಪ್ರತಿನಿಧಿಗಳು ಹಾಗೂ ಸಮಾಜದ ಮುಖಂಡರು ಭಾಗವಹಿಸಿದ್ದರು. ಕಾರ್ಯಕ್ರಮಕ್ಕೂ ಮುನ್ನ ಶ್ರೀ ಮಡಿವಾಳ ಮಾಚಿದೇವರ ಭಾವಚಿತ್ರವನ್ನು ತಾಳವಾದ್ಯಗಳೊಂದಿಗೆ ನಗರದ ಪ್ರಮುಖ ರಸ್ತೆಗಳಲ್ಲಿ ಮೆರವಣಿಗೆ ಮಾಡಲಾಯಿತು. ಸಮಾಜದ ಮಕ್ಕಳು, ಮಹಿಳೆಯರು ಮೆರವಣಿಗೆಯಲ್ಲಿ ಪಾಲ್ಗೊಂಡಿದ್ದರು. ಜಿಲ್ಲಾ ಮಡಿವಾಳ ಸಂಘದ ಅಧ್ಯಕ್ಷ ಲಕ್ಷ್ಮಣ್, ರಾಜ್ಯ ಪ್ರಧಾನ ಕಾರ್ಯದರ್ಶಿ ದಿಲೀಪ್ ಕುಮಾರ್, ನಗರಸಭಾ ಸದಸ್ಯರಾದ ಆರ್.ರಾಮು, ಉಮಾ ವಿಜಯರಾಜ್, ಸ್ವಾತಿ ಮಂಜೇಶ್, ರಾಧಾಕೃಷ್ಣ, ಎಸ್.ಎಲ್.ರಂಗನಾಥ್, ಶ್ರೀನಿವಾಸ್, ಮಾಜಿ ಸದಸ್ಯ ಆರ್.ರಾಘವೇಂದ್ರ ಸೇರಿದಂತೆ ಹಲವಾರು ಮುಖಂಡರು ಹಾಜರಿದ್ದರು. (718, 849, 937, 1035)
page-number: Page: 2 (1422, 78, 1474, 97)
article-sarigamapa-body: ತುಮಕೂರು: ಕನ್ನಡದ ಟಿ.ವಿ ಇತಿಹಾಸದಲ್ಲಿ ಅತೀಹೆಚ್ಚು ಜನಮನ್ನಣೆ ಗಳಿಸಿದ ರಿಯಾಲಿಟಿ ಶೋ ಎಂದರೆ ಅದು ಸರಿಗಮಪ. ಜೀ ಕನ್ನಡ ವಾಹಿನಿಯಲ್ಲಿ ಪ್ರಸಾರವಾಗುತ್ತಿದ್ದ ಸರಿಗಮಪ ಕಳೆದ 20 ವರ್ಷಗಳಿಂದ ಕರ್ನಾಟಕದ ಮನೆ ಮನೆಯ ಮಾತಾಗಿ ಬೆಳೆದಿದೆ. ಈ ಬಾರಿಯ ಸರಿಗಮಪ ಲಿಟಲ್ ಚಾಂಪ್ಸ್ ಸೀಸನ್ 3 ಪ್ರಾರಂಭವಾಗಲಿದ್ದು 15 ವರ್ಷದ ಒಳಗಿನ ಮಕ್ಕಳು ಈ ಸ್ಪರ್ಧೆಯಲ್ಲಿ ಭಾಗವಹಿಸಬಹುದಾಗಿದೆ. ಸರಿಗಮಪ ಲಿಟಲ್ ಚಾಂಪ್ಸ್ ಆಡಿಷನ್ ಗಳು ಕರ್ನಾಟಕದ 31 ಜಿಲ್ಲೆಗಳಲ್ಲಿ ನಡೆಯಲಿದೆ. ಚಿಕ್ಕಂದಿನಿಂದಲೇ ಸಂಗೀತ ಅಭ್ಯಾಸ ಮಾಡಿದ 5 ರಿಂದ 15 ವರ್ಷದ ಒಳಗಿನ 3 ವಿಭಿನ್ನವಾದ ಹಾಡುಗಳನ್ನು ಹೇಳಬಲ್ಲ ಮಕ್ಕಳು ಆಡಿಷನ್ ಗೆ ಭಾಗವಹಿಸಬಹುದು. ಆಡಿಷನ್ ಗೆ ಬರುವ ಮಕ್ಕಳು ತಮ್ಮ ಆಧಾರ್ ಕಾರ್ಡ್, ಪಾಸ್‌ಪೋರ್ಟ್ ಸೈಜ್ ಫೋಟೋ, ಆಧಾರ್ ಪ್ರತಿ ಹಾಗೂ ಜನನ ಪ್ರಮಾಣ ಪತ್ರ ತರತಕ್ಕದ್ದು. ಫೆ.14 ರಂದು ಶನಿವಾರ ಬೆಳಿಗ್ಗೆ 9 ಕ್ಕೆ ನಗರದ ಶಂಕರ್ ನಾಗ್ ಹಾಲ್ ನಲ್ಲಿ ಆಡಿಷನ್ ನಡೆಯಲಿದೆ. ಆಸಕ್ತರು ಭಾಗವಹಿಸಿ ಈ ಅವಕಾಶವನ್ನು ಸದುಪಯೋಗಪಡಿಸಿಕೊಳ್ಳಬಹುದು ಎಂದು ವಾಹಿನಿಯ ಪ್ರಕಟಣೆ ತಿಳಿಸಿದೆ. (1143, 2008, 1474, 2162)
section-rule (39, 783, 1474, 786)
headline-shivalinga-line1: ಶಿವಲಿಂಗಕ್ಕೆ ಭಕ್ತರಿಂದಲೇ (589, 124, 851, 165)
article-budget-col2: ಬಡವರ ಹಾಗೂ ಮಧ್ಯಮ ವರ್ಗದ ಜನರಿಗೆ ಅನುಕೂಲವಾಗುವಂತೆ ತೆರಿಗೆ ಹೊರೆ ಕಡಿಮೆ ಮಾಡಬೇಕು. ಸ್ಮಾರ್ಟ್ ಸಿಟಿ ಯೋಜನೆಯ ಕಾಮಗಾರಿಗಳನ್ನು ಶೀಘ್ರ ಪೂರ್ಣಗೊಳಿಸಬೇಕು. ಪಾಲಿಕೆ ವ್ಯಾಪ್ತಿಯ ಕೊಳಚೆ ಪ್ರದೇಶಗಳ ಅಭಿವೃದ್ಧಿಗೆ ಆದ್ಯತೆ ನೀಡಬೇಕು. ಸಾರ್ವಜನಿಕ ಆಸ್ಪತ್ರೆ, ಶಾಲೆಗಳ ಮೂಲಭೂತ ಸೌಕರ್ಯಕ್ಕೆ ಹಣ ಮೀಸಲಿಡಬೇಕು. ಮಹಿಳೆಯರು, ವಿಕಲಚೇತನರ ಕಲ್ಯಾಣಕ್ಕೆ ಯೋಜನೆ ರೂಪಿಸಬೇಕು ಎಂದು ಒತ್ತಾಯಿಸಿದರು. (973, 1502, 1212, 1593)
headline-shivalinga-line2: ಗಂಗಾಜಲಾಭಿಷೇಕ (589, 169, 846, 221)
photo-jatre-event (956, 130, 1476, 404)
article-coconut-col3: ಸರ್ಕಾರವು ಹೊಸ ಆದೇಶ ನೀಡಬೇಕು. ವಿದ್ಯುತ್ ಚಾಲಿತನೊಳಗೆ ರೈತನ ಕೃಷಿ ವಿದ್ಯುತ್ ಸಂಪರ್ಕ ಎಂದು ಒತ್ತಾಯಿಸಿದರು. ಭೂ ದಾಖಲೆಗಳ ಕೊರತೆಯಿಂದ ಅನೇಕ ರೈತರು ಸರ್ಕಾರದ ಸೌಲಭ್ಯಗಳಿಂದ ವಂಚಿತರಾಗುತ್ತಿದ್ದಾರೆ. ಕಂದಾಯ ಇಲಾಖೆ ಭೂ ದಾಖಲೆಗಳ ಸರಳೀಕರಣ ಮಾಡಬೇಕು. ಬಗರ್ ಹುಕುಂ ಸಾಗುವಳಿದಾರರಿಗೆ ಹಕ್ಕುಪತ್ರ ನೀಡಬೇಕು. ಪೋಡಿ ದುರಸ್ತಿ ಪ್ರಕ್ರಿಯೆ ಶೀಘ್ರಗೊಳಿಸಬೇಕು ಎಂದು ಆಗ್ರಹಿಸಿದರು. (477, 2100, 685, 2207)
headline-coconut-research: ತೆಂಗು ಸಂಶೋಧನಾ ಕೇಂದ್ರ ಭೂ ದಾಖಲೆ ಸರಳೀಕರಣಕ್ಕೆ ಒತ್ತಾಯ (42, 1768, 908, 1817)
article-machideva-col1: ಶಿರಾ: ಕಾಯಕ ಯೋಗಿ ಮಡಿವಾಳ ಮಾಚಿದೇವರ ತತ್ವ ಆದರ್ಶಗಳು ಸಮಾಜಕ್ಕೆ ಇಂದಿಗೂ ದಾರಿದೀಪವಾಗಿದೆ ಬಸವಾದಿ ಶರಣರ ಕಾಲದಲ್ಲಿ ವಚನ ಸಾಹಿತ್ಯವನ್ನು ಸಂರಕ್ಷಿಸಿದ ಮಡಿವಾಳ ಮಾಚಿದೇವರು ಸಮಾಜಕ್ಕೆ ಆದರ್ಶದ ಸಂದೇಶ ನೀಡಿದವರು. ಅವರ ಆದರ್ಶಗಳನ್ನು ನಾವೆಲ್ಲರೂ ಪಾಲಿಸೋಣ ಎಂದು ವಿಧಾನಪರಿಷತ್ ಸದಸ್ಯ ಚಿದಾನಂದ್ ಎಂ ಗೌಡ ಹೇಳಿದರು. ಅವರು ಶಿರಾ ತಾಲ್ಲೂಕು ಮಡಿವಾಳ ಮಾಚಿದೇವರ ಸಂಘ, ಶ್ರೀ ವೀರಭದ್ರೇಶ್ವರ ಮಡಿವಾಳ ಮಾಚಿದೇವರ ದೇವಸ್ಥಾನ ಟ್ರಸ್ಟ್ ಇವರ ವತಿಯಿಂದ ಬುಧವಾರ ನಗರದ ಶ್ರೀ ವೀರಭದ್ರೇಶ್ವರ ಮಡಿವಾಳ ಮಾಚಿದೇವರ ದೇವಸ್ಥಾನದ ಆವರಣದಲ್ಲಿ ಏರ್ಪಡಿಸಿದ್ದ ಶ್ರೀ ಮಡಿವಾಳ ಮಾಚಿದೇವರ ಜಯಂತೋತ್ಸವ, ಶ್ರೀ ವೀರಭದ್ರೇಶ್ವರ ಮಡಿವಾಳ ಮಾಚಿದೇವರ ದೇವಸ್ಥಾನದ 13ನೇ ವರ್ಷದ ವಾರ್ಷಿಕೋತ್ಸವ ಹಾಗೂ ಪ್ರತಿಭಾ ಪುರಸ್ಕಾರ ಕಾರ್ಯಕ್ರಮದಲ್ಲಿ ಭಾಗವಹಿಸಿ ಮಾತನಾಡಿದರು. ಮಡಿವಾಳ ಸಮುದಾಯ ಸಂಘಟನೆ ಮತ್ತು ಶೈಕ್ಷಣಿಕ ಅಭಿವೃದ್ಧಿಗೆ ಇಂತಹ ಕಾರ್ಯಕ್ರಮಗಳು ಪೂರಕವಾಗಿವೆ ಎಂದು ತಿಳಿಸಿದರು. ಮುಖ್ಯಅತಿಥಿಗಳ ಗೌರವ ಸ್ವೀಕರಿಸಿ ಸಂಭೋಗಿಸಿದ ಡಾ.ಟಿ.ಆರ್.ರಮೇಶ್ ಅವರು ಮಾತನಾಡಿ ರಾಜ್ಯದಲ್ಲಿ ಮಡಿವಾಳ ಸಮುದಾಯ ರಾಜಕೀಯವಾಗಿ, (42, 852, 262, 1118)
article-budget-col1: ತುಮಕೂರು: ಮಹಾನಗರ ಪಾಲಿಕೆಯ 2026-27ನೇ ಆರ್ಥಿಕ ಸಾಲಿನ ಆಯವ್ಯಯವನ್ನು ಸಿದ್ಧಪಡಿಸುವ ಸಂಬಂಧ ಸಾರ್ವಜನಿಕರ ಸಲಹೆ ಸೂಚನೆಗಳನ್ನು ಪಡೆಯಲು ಸಭೆ ಕರೆಯಲಾಗಿತ್ತು. ಸಭೆಯಲ್ಲಿ ಮಾತನಾಡಿದ ಮುಖಂಡರು ನಗರದ ಅಭಿವೃದ್ಧಿಗೆ ಪೂರಕವಾದ, ಜನಪರ ಕಾರ್ಯಕ್ರಮಗಳನ್ನು ಒಳಗೊಂಡ ಆಯವ್ಯಯ ಮಂಡಿಸಬೇಕು. ನಗರದ ರಸ್ತೆಗಳು, ಕುಡಿಯುವ ನೀರು, ಒಳಚರಂಡಿ ವ್ಯವಸ್ಥೆ, ಬೀದಿದೀಪ, ಉದ್ಯಾನವನಗಳ ನಿರ್ವಹಣೆಗೆ ಹೆಚ್ಚಿನ ಅನುದಾನ ನೀಡಬೇಕು. (721, 1502, 961, 1609)
photo-farmers-protest (258, 1835, 919, 2092)
article-coconut-col2: ಬಲಿಯಾಗುತ್ತಿದ್ದಾರೆ. ಹಳ್ಳಿಗಳ ಕುಡುಕರ ಸಂಖ್ಯೆ ಹೆಚ್ಚಾಗುತ್ತಿದೆ. ತಕ್ಷಣವೇ ಅಕ್ರಮ ಮದ್ಯ ಮಾರಾಟವನ್ನು ಸಂಪೂರ್ಣವಾಗಿ ತಡೆದು ಮದ್ಯಪಾನ ಮುಕ್ತ ಹಳ್ಳಿಗಳನ್ನು ನಿರ್ಮಿಸಬೇಕು ಎಂದು ರೈತರು ಆಗ್ರಹಿಸಿದರು. ಬೆಸ್ಕಾಂಗೆ ಮನವಿ ಸಲ್ಲಿಸಿ ಬೇಸಿಗೆಯಲ್ಲಿ ಕೃಷಿ ಪಂಪ್‌ಸೆಟ್‌ಗಳಿಗೆ ದಿನದಲ್ಲಿ 7 ಗಂಟೆ ನಿರಂತರ ತ್ರಿಫೇಸ್ ವಿದ್ಯುತ್ ಪೂರೈಸಬೇಕು. ಟ್ರಾನ್ಸ್‌ಫಾರ್ಮರ್ ಸುಟ್ಟ 24 ಗಂಟೆಯೊಳಗೆ ಬದಲಾಯಿಸಬೇಕು. ಜೊತೆಗೆ ರೈತರಿಗೆ ನೀಡುವ ವಿದ್ಯುತ್ ಸಂಪರ್ಕಕ್ಕೆ ಅನಗತ್ಯ ವಿಳಂಬ ಮಾಡಬಾರದು ಎಂದರು. (258, 2100, 465, 2222)
section-rule (39, 1722, 1474, 1725)
article-shivalinga-lead: ತುಮಕೂರು: ತುಮಕೂರಿನ ಕ್ಯಾತಸಂದ್ರದ ಶ್ರೀ ಚಂದ್ರಮೌಳೇಶ್ವರಸ್ವಾಮಿ ದೇವಾಲಯದಲ್ಲಿ ಫೆ.15 ರ ಮಹಾಶಿವರಾತ್ರಿಯ ಶುಭದಿನದಂದು ಸಂಜೆ 6 ರಿಂದ ರಾತ್ರಿ 10 ಗಂಟೆಯವರೆಗೆ ಸಂಚಲನೆಗೊಂಡ ಶಿವಲಿಂಗಕ್ಕೆ ಭಕ್ತಾದಿಗಳು ಗಂಗಾ ಜಲದಿಂದ ತಾವೇ ಸ್ವತಃ ಅಭಿಷೇಕ ಮಾಡುವ ಅವಕಾಶ ಅವಕಾಶವನ್ನು ಕಲ್ಪಿಸಲಾಗುತ್ತಿದೆ ಎಂದು (587, 230, 940, 274)
